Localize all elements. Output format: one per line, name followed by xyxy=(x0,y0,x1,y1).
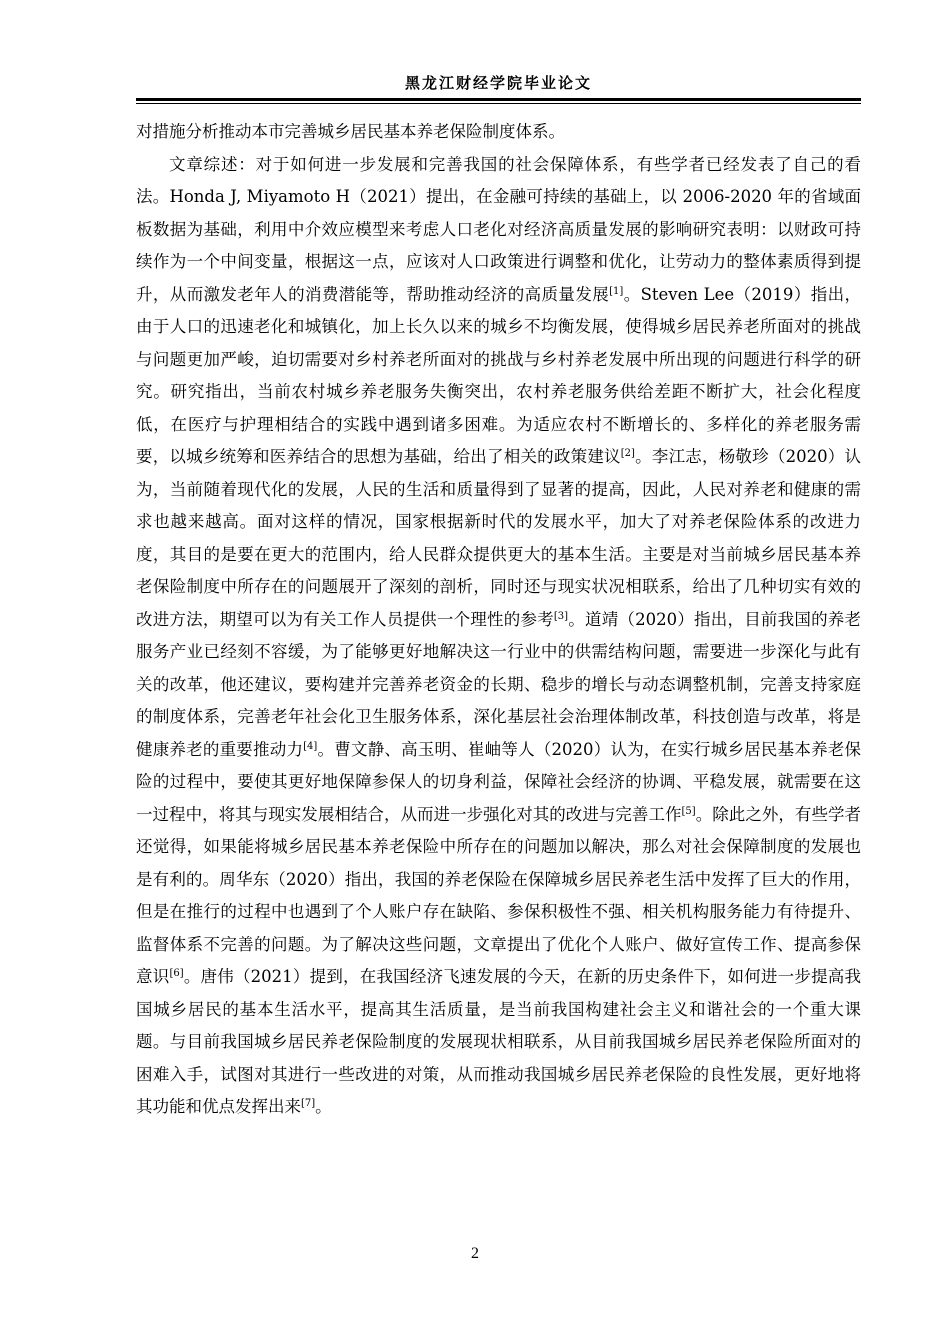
review-text-6: 。除此之外，有些学者还觉得，如果能将城乡居民基本养老保险中所存在的问题加以解决，那么对社会保障制度的发展也是有利的。周华东（2020）指出，我国的养老保险在保障城乡居民养老生活中发挥了巨大的作用，但是在推行的过程中也遇到了个人账户存在缺陷、参保积极性不强、相关机构服务能力有待提升、监督体系不完善的问题。为了解决这些问题，文章提出了优化个人账户、做好宣传工作、提高参保意识 xyxy=(136,804,862,986)
page-number: 2 xyxy=(471,1245,479,1262)
page-header-title: 黑龙江财经学院毕业论文 xyxy=(404,74,592,92)
review-text-7: 。唐伟（2021）提到，在我国经济飞速发展的今天，在新的历史条件下，如何进一步提高我国城乡居民的基本生活水平，提高其生活质量，是当前我国构建社会主义和谐社会的一个重大课题。与目前我国城乡居民养老保险制度的发展现状相联系，从目前我国城乡居民养老保险所面对的困难入手，试图对其进行一些改进的对策，从而推动我国城乡居民养老保险的良性发展，更好地将其功能和优点发挥出来 xyxy=(136,967,861,1116)
body-text xyxy=(136,116,861,1124)
citation-ref-4: [4] xyxy=(303,740,318,752)
review-text-2: 。Steven Lee（2019）指出，由于人口的迅速老化和城镇化，加上长久以来的城乡不均衡发展，使得城乡居民养老所面对的挑战与问题更加严峻，迫切需要对乡村养老所面对的挑战与乡村养老发展中所出现的问题进行科学的研究。研究指出，当前农村城乡养老服务失衡突出，农村养老服务供给差距不断扩大，社会化程度低，在医疗与护理相结合的实践中遇到诸多困难。为适应农村不断增长的、多样化的养老服务需要，以城乡统筹和医养结合的思想为基础，给出了相关的政策建议 xyxy=(136,284,862,466)
citation-ref-2: [2] xyxy=(620,448,635,459)
review-text-3: 。李江志，杨敬珍（2020）认为，当前随着现代化的发展，人民的生活和质量得到了显著的提高，因此，人民对养老和健康的需求也越来越高。面对这样的情况，国家根据新时代的发展水平，加大了对养老保险体系的改进力度，其目的是要在更大的范围内，给人民群众提供更大的基本生活。主要是对当前城乡居民基本养老保险制度中所存在的问题展开了深刻的剖析，同时还与现实状况相联系，给出了几种切实有效的改进方法，期望可以为有关工作人员提供一个理性的参考 xyxy=(136,447,861,629)
citation-ref-1: [1] xyxy=(609,285,624,297)
header-rule-thin xyxy=(136,103,861,104)
citation-ref-6: [6] xyxy=(169,968,184,979)
citation-ref-3: [3] xyxy=(553,610,569,622)
paragraph-continuation: 对措施分析推动本市完善城乡居民基本养老保险制度体系。 xyxy=(136,122,565,141)
review-text-4: 。道靖（2020）指出，目前我国的养老服务产业已经刻不容缓，为了能够更好地解决这一行业中的供需结构问题，需要进一步深化与此有关的改革，他还建议，要构建并完善养老资金的长期、稳步的增长与动态调整机制，完善支持家庭的制度体系，完善老年社会化卫生服务体系，深化基层社会治理体制改革，科技创造与改革，将是健康养老的重要推动力 xyxy=(136,609,861,759)
paragraph-literature-review xyxy=(136,149,861,1124)
header-rule-thick xyxy=(136,98,861,101)
review-text-1: 文章综述：对于如何进一步发展和完善我国的社会保障体系，有些学者已经发表了自己的看法。Honda J, Miyamoto H（2021）提出，在金融可持续的基础上，以 2006-2020 年的省域面板数据为基础，利用中介效应模型来考虑人口老化对经济高质量发展的影响研究表明：以财政可持续作为一个中间变量，根据这一点，应该对人口政策进行调整和优化，让劳动力的整体素质得到提升，从而激发老年人的消费潜能等，帮助推动经济的高质量发展 xyxy=(136,154,861,304)
citation-ref-7: [7] xyxy=(301,1098,316,1109)
citation-ref-5: [5] xyxy=(681,805,696,817)
review-text-8: 。 xyxy=(315,1097,332,1116)
review-text-5: 。曹文静、高玉明、崔岫等人（2020）认为，在实行城乡居民基本养老保险的过程中，要使其更好地保障参保人的切身利益，保障社会经济的协调、平稳发展，就需要在这一过程中，将其与现实发展相结合，从而进一步强化对其的改进与完善工作 xyxy=(136,739,861,824)
